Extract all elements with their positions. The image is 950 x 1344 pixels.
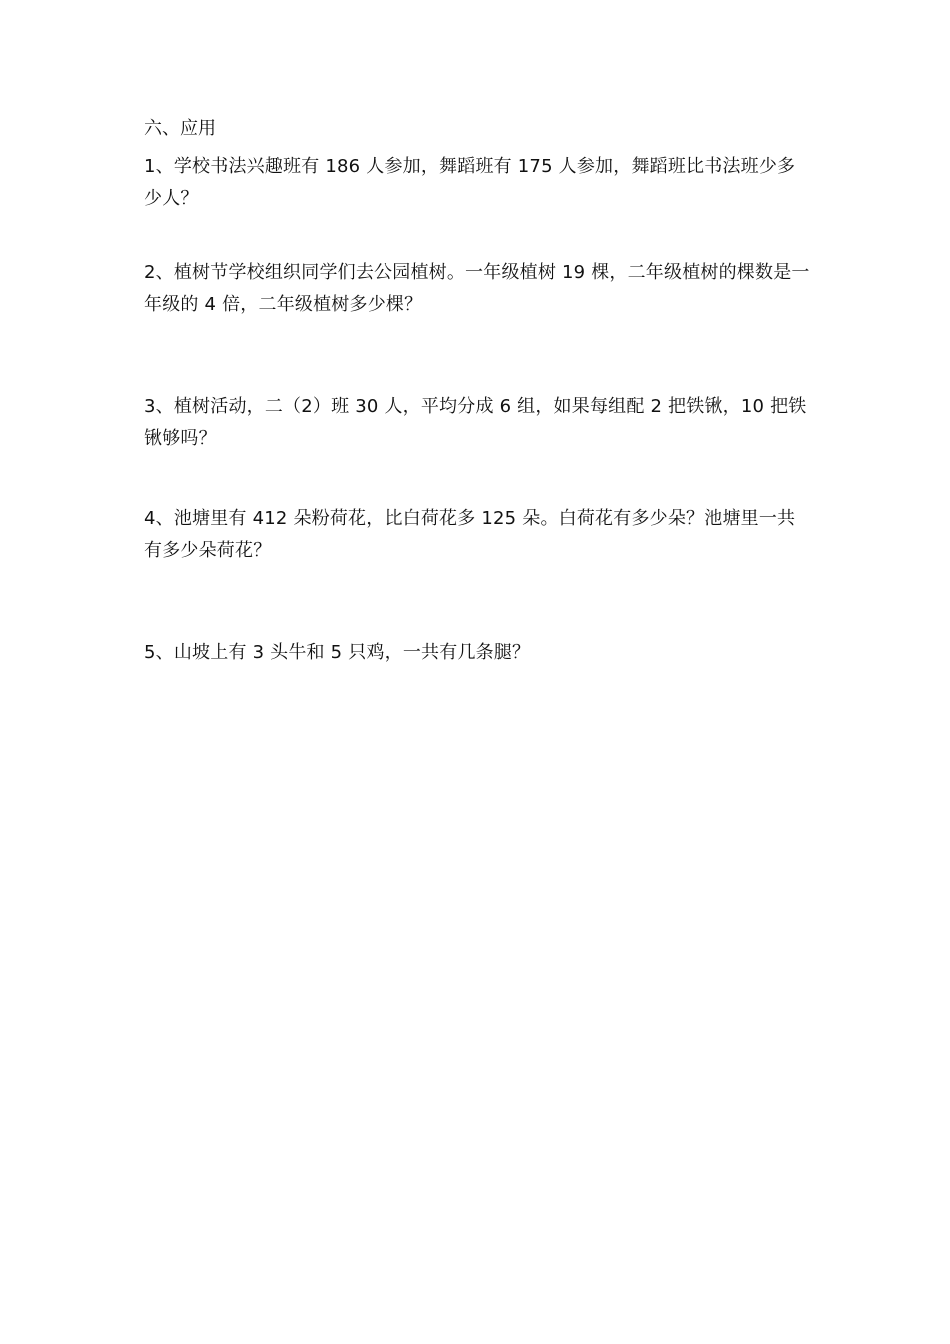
worksheet-content xyxy=(144,113,812,669)
section-title: 六、应用 xyxy=(144,118,216,139)
question-4: 4、池塘里有 412 朵粉荷花，比白荷花多 125 朵。白荷花有多少朵？池塘里一共有多少朵荷花？ xyxy=(144,508,796,561)
question-5: 5、山坡上有 3 头牛和 5 只鸡，一共有几条腿？ xyxy=(144,642,531,663)
question-2: 2、植树节学校组织同学们去公园植树。一年级植树 19 棵，二年级植树的棵数是一年级的 4 倍，二年级植树多少棵？ xyxy=(144,262,810,315)
question-3: 3、植树活动，二（2）班 30 人，平均分成 6 组，如果每组配 2 把铁锹，10 把铁锹够吗？ xyxy=(144,396,807,449)
question-1: 1、学校书法兴趣班有 186 人参加，舞蹈班有 175 人参加，舞蹈班比书法班少多少人？ xyxy=(144,156,796,209)
